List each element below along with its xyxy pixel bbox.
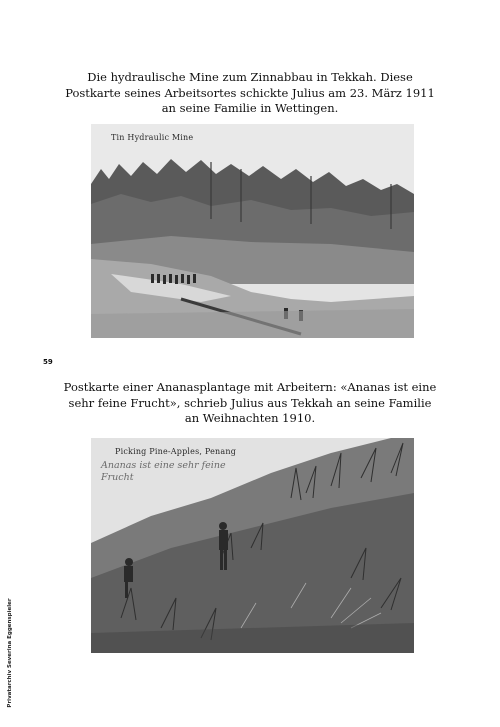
pineapple-photo-label: Picking Pine-Apples, Penang [115,447,237,456]
mine-postcard-photo [91,124,414,338]
pineapple-caption: Postkarte einer Ananasplantage mit Arbeitern: «Ananas ist eine sehr feine Frucht», schrieb Julius aus Tekkah an seine Familie an Weihnachten 1910. [63,380,437,425]
pineapple-handwriting: Ananas ist eine sehr feine Frucht [101,460,226,483]
pineapple-postcard-photo [91,438,414,653]
mine-caption: Die hydraulische Mine zum Zinnabbau in Tekkah. Diese Postkarte seines Arbeitsortes schickte Julius am 23. März 1911 an seine Familie in Wettingen. [65,70,435,115]
page-number: 59 [43,358,53,366]
photo-credit: Privatarchiv Severina Eggenspieler [7,598,13,708]
mine-photo-label: Tin Hydraulic Mine [111,133,194,142]
mine-photo-illustration [91,124,414,338]
